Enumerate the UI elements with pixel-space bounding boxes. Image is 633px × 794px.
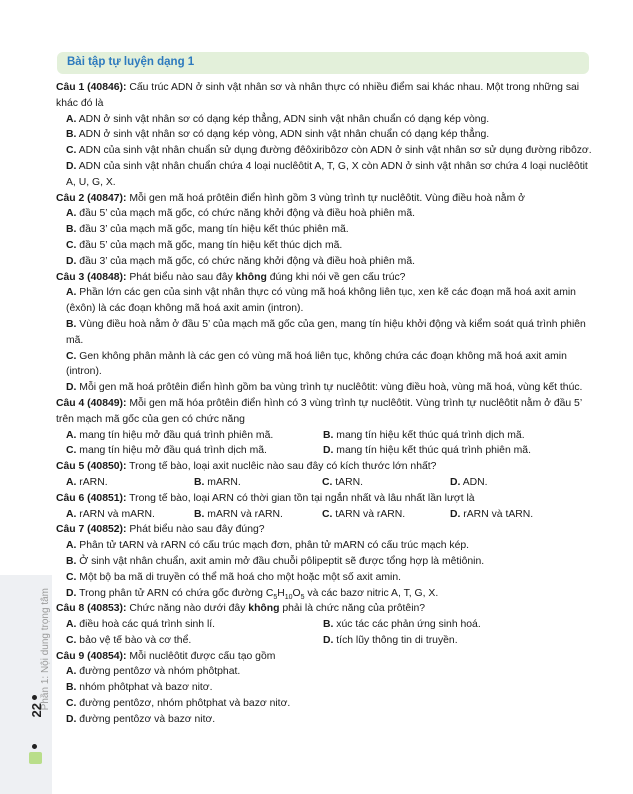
question-2: Câu 2 (40847): Mỗi gen mã hoá prôtêin điển hình gồm 3 vùng trình tự nuclêôtit. Vùng điều hoà nằm ở — [56, 192, 525, 204]
green-tab-marker — [29, 752, 42, 764]
question-3: Câu 3 (40848): Phát biểu nào sau đây không đúng khi nói về gen cấu trúc? — [56, 271, 406, 283]
q2-option-b: B. đầu 3’ của mạch mã gốc, mang tín hiệu kết thúc phiên mã. — [66, 224, 349, 236]
q8-options-row-2 — [66, 633, 596, 649]
q3-option-d: D. Mỗi gen mã hoá prôtêin điển hình gồm ba vùng trình tự nuclêôtit: vùng điều hoà, vùng mã hoá, vùng kết thúc. — [66, 382, 583, 394]
q4-option-c: C. mang tín hiệu mở đầu quá trình dịch mã. — [66, 445, 267, 457]
q9-option-d: D. đường pentôzơ và bazơ nitơ. — [66, 713, 216, 725]
q4-options-row-1 — [66, 428, 596, 444]
q1-option-c: C. ADN của sinh vật nhân chuẩn sử dụng đường đêôxiribôzơ còn ADN ở sinh vật nhân sơ sử dụng đường ribôzơ. — [66, 145, 592, 157]
q5-option-a: A. rARN. — [66, 476, 108, 488]
q8-option-a: A. điều hoà các quá trình sinh lí. — [66, 619, 216, 631]
question-5: Câu 5 (40850): Trong tế bào, loại axit nuclêic nào sau đây có kích thước lớn nhất? — [56, 461, 437, 473]
q1-option-a: A. ADN ở sinh vật nhân sơ có dạng kép thẳng, ADN sinh vật nhân chuẩn có dạng kép vòng. — [66, 113, 490, 125]
question-6: Câu 6 (40851): Trong tế bào, loại ARN có thời gian tồn tại ngắn nhất và lâu nhất lần lượt là — [56, 492, 475, 504]
q5-option-c: C. tARN. — [322, 476, 364, 488]
section-title: Bài tập tự luyện dạng 1 — [67, 56, 195, 68]
question-9: Câu 9 (40854): Mỗi nuclêôtit được cấu tạo gồm — [56, 650, 276, 662]
q9-option-c: C. đường pentôzơ, nhóm phôtphat và bazơ nitơ. — [66, 698, 291, 710]
q7-option-b: B. Ở sinh vật nhân chuẩn, axit amin mở đầu chuỗi pôlipeptit sẽ được tổng hợp là mêtiônin. — [66, 555, 485, 567]
q7-option-d: D. Trong phân tử ARN có chứa gốc đường $C_5H_{10}O_5$ và các bazơ nitric A, T, G, X. — [66, 587, 439, 601]
q6-option-a: A. rARN và mARN. — [66, 508, 155, 520]
question-7: Câu 7 (40852): Phát biểu nào sau đây đúng? — [56, 524, 265, 536]
section-side-label: Phần 1: Nội dung trọng tâm — [40, 588, 51, 711]
q6-option-b: B. mARN và rARN. — [194, 508, 283, 520]
q7-option-a: A. Phân tử tARN và rARN có cấu trúc mạch đơn, phân tử mARN có cấu trúc mạch kép. — [66, 540, 470, 552]
q3-option-c: C. Gen không phân mảnh là các gen có vùng mã hoá liên tục, không chứa các đoạn không mã hoá axit amin (intron). — [66, 350, 567, 378]
q8-option-b: B. xúc tác các phản ứng sinh hoá. — [323, 619, 481, 631]
page-number: 22 — [29, 703, 44, 718]
q6-option-c: C. tARN và rARN. — [322, 508, 406, 520]
q3-option-a: A. Phần lớn các gen của sinh vật nhân thực có vùng mã hoá không liên tục, xen kẽ các đoạn mã hoá axit amin (êxôn) là các đoạn không mã hoá axit amin (intron). — [66, 287, 576, 315]
q9-option-b: B. nhóm phôtphat và bazơ nitơ. — [66, 682, 213, 694]
page-number-bullet-top — [32, 695, 37, 700]
q8-option-c: C. bảo vệ tế bào và cơ thể. — [66, 634, 192, 646]
q5-option-d: D. ADN. — [450, 476, 488, 488]
q6-options — [66, 507, 596, 523]
question-8: Câu 8 (40853): Chức năng nào dưới đây không phải là chức năng của prôtêin? — [56, 603, 426, 615]
q1-option-d: D. ADN của sinh vật nhân chuẩn chứa 4 loại nuclêôtit A, T, G, X còn ADN ở sinh vật nhân sơ chứa 4 loại nuclêôtit A, U, G, X. — [66, 160, 588, 188]
q2-option-a: A. đầu 5’ của mạch mã gốc, có chức năng khởi động và điều hoà phiên mã. — [66, 208, 415, 220]
q5-options — [66, 475, 596, 491]
q2-option-c: C. đầu 5’ của mạch mã gốc, mang tín hiệu kết thúc dịch mã. — [66, 239, 343, 251]
q4-option-a: A. mang tín hiệu mở đầu quá trình phiên mã. — [66, 429, 274, 441]
q6-option-d: D. rARN và tARN. — [450, 508, 534, 520]
question-1: Câu 1 (40846): Cấu trúc ADN ở sinh vật nhân sơ và nhân thực có nhiều điểm sai khác nhau. Một trong những sai khác đó là — [56, 82, 580, 109]
page-number-bullet-bottom — [32, 744, 37, 749]
q4-options-row-2 — [66, 443, 596, 459]
q9-option-a: A. đường pentôzơ và nhóm phôtphat. — [66, 666, 241, 678]
q1-option-b: B. ADN ở sinh vật nhân sơ có dạng kép vòng, ADN sinh vật nhân chuẩn có dạng kép thẳng. — [66, 129, 490, 141]
q8-option-d: D. tích lũy thông tin di truyền. — [323, 634, 458, 646]
q8-options-row-1 — [66, 617, 596, 633]
question-4: Câu 4 (40849): Mỗi gen mã hóa prôtêin điển hình có 3 vùng trình tự nuclêôtit. Vùng trình tự nuclêôtit nằm ở đầu 5’ trên mạch mã gốc của gen có chức năng — [56, 397, 582, 425]
exercise-content — [56, 80, 596, 728]
q4-option-b: B. mang tín hiệu kết thúc quá trình dịch mã. — [323, 429, 525, 441]
q4-option-d: D. mang tín hiệu kết thúc quá trình phiên mã. — [323, 445, 531, 457]
section-header — [57, 52, 589, 74]
q2-option-d: D. đầu 3’ của mạch mã gốc, có chức năng khởi động và điều hoà phiên mã. — [66, 255, 415, 267]
q7-option-c: C. Một bộ ba mã di truyền có thể mã hoá cho một hoặc một số axit amin. — [66, 571, 401, 583]
q5-option-b: B. mARN. — [194, 476, 241, 488]
q3-option-b: B. Vùng điều hoà nằm ở đầu 5’ của mạch mã gốc của gen, mang tín hiệu khởi động và kiểm soát quá trình phiên mã. — [66, 318, 586, 346]
